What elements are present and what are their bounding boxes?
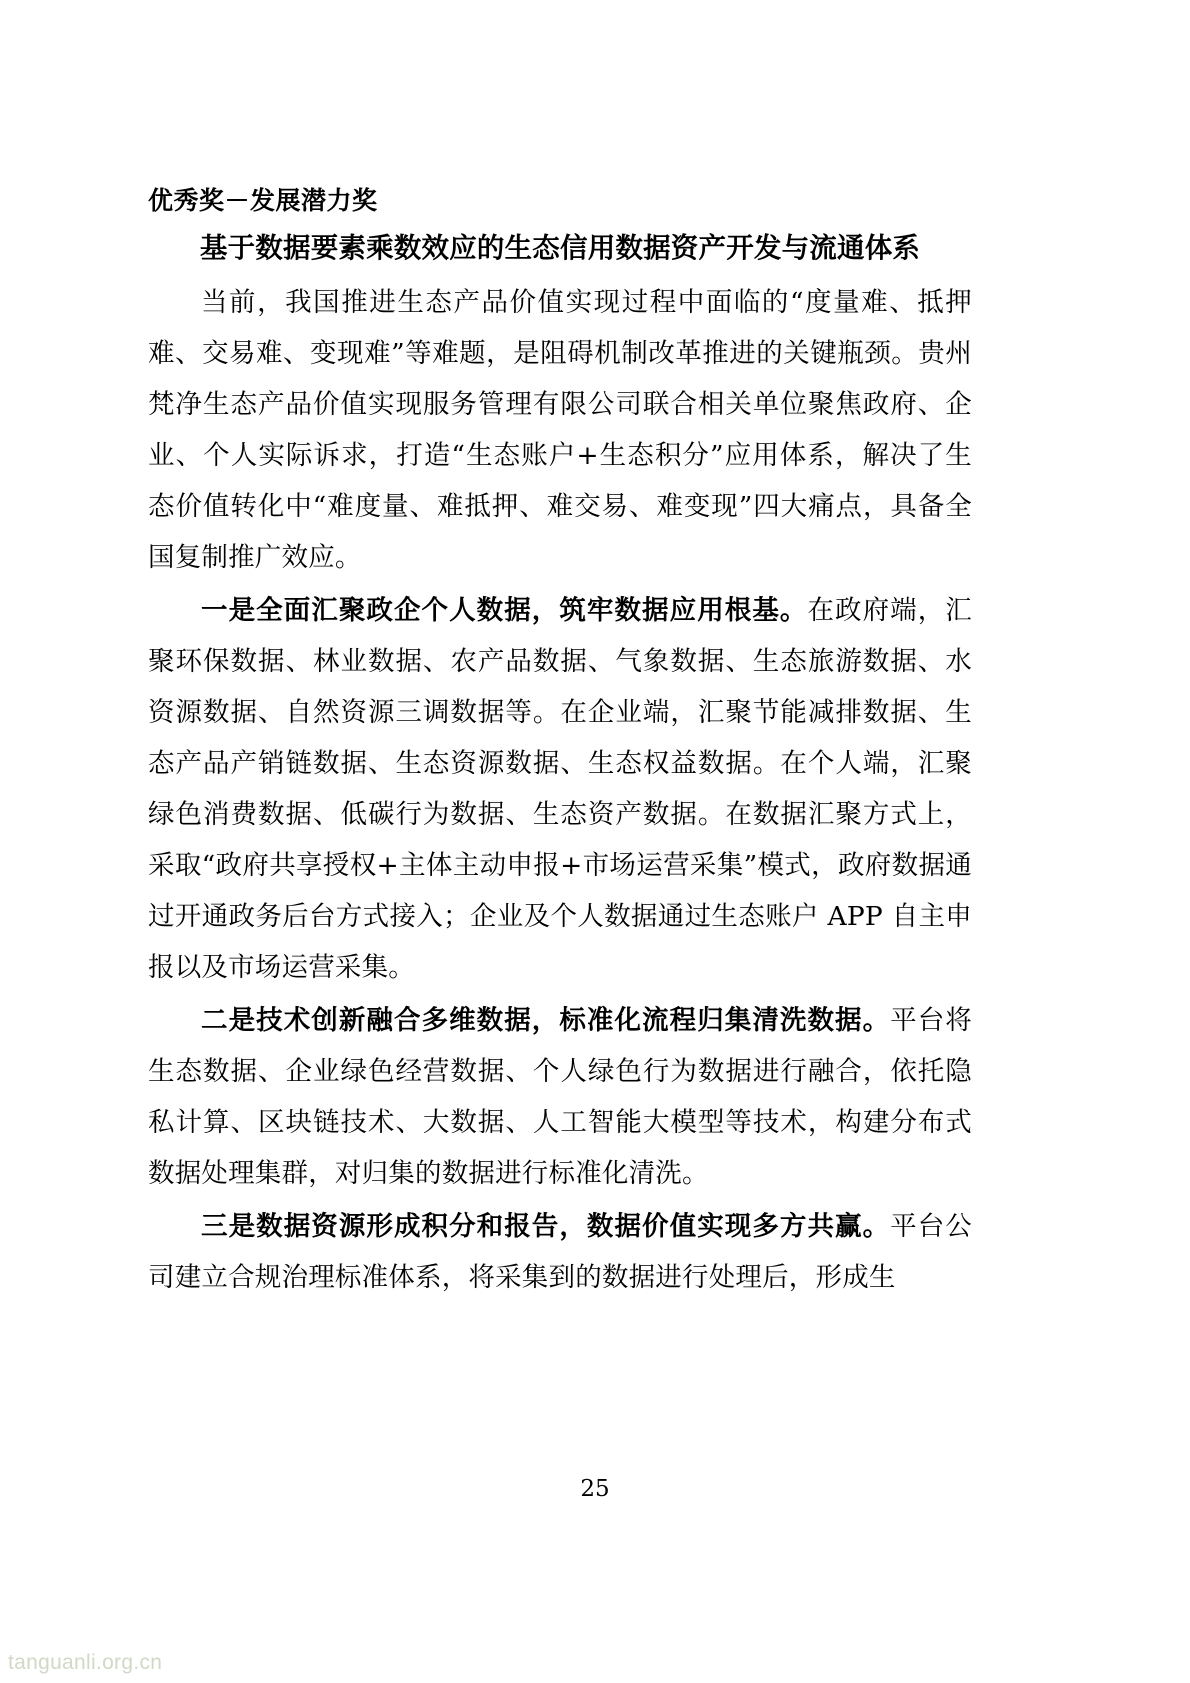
page-title: 基于数据要素乘数效应的生态信用数据资产开发与流通体系	[199, 232, 921, 264]
paragraph-4-text: 平台公司建立合规治理标准体系，将采集到的数据进行处理后，形成生	[148, 1211, 973, 1294]
paragraph-3-lead: 二是技术创新融合多维数据，标准化流程归集清洗数据。	[201, 1005, 891, 1037]
document-content	[148, 186, 972, 1305]
paragraph-4	[148, 1201, 972, 1303]
award-label: 优秀奖－发展潜力奖	[148, 186, 378, 215]
paragraph-1-text: 当前，我国推进生态产品价值实现过程中面临的“度量难、抵押难、交易难、变现难”等难题，是阻碍机制改革推进的关键瓶颈。贵州梵净生态产品价值实现服务管理有限公司联合相关单位聚焦政府、企业、个人实际诉求，打造“生态账户+生态积分”应用体系，解决了生态价值转化中“难度量、难抵押、难交易、难变现”四大痛点，具备全国复制推广效应。	[148, 287, 972, 574]
paragraph-2	[148, 585, 972, 993]
paragraph-2-text: 在政府端，汇聚环保数据、林业数据、农产品数据、气象数据、生态旅游数据、水资源数据、自然资源三调数据等。在企业端，汇聚节能减排数据、生态产品产销链数据、生态资源数据、生态权益数据。在个人端，汇聚绿色消费数据、低碳行为数据、生态资产数据。在数据汇聚方式上，采取“政府共享授权+主体主动申报+市场运营采集”模式，政府数据通过开通政务后台方式接入；企业及个人数据通过生态账户 APP 自主申报以及市场运营采集。	[148, 595, 973, 984]
page-number: 25	[580, 1476, 610, 1502]
paragraph-2-lead: 一是全面汇聚政企个人数据，筑牢数据应用根基。	[201, 595, 808, 627]
paragraph-3	[148, 995, 972, 1199]
paragraph-3-text: 平台将生态数据、企业绿色经营数据、个人绿色行为数据进行融合，依托隐私计算、区块链技术、大数据、人工智能大模型等技术，构建分布式数据处理集群，对归集的数据进行标准化清洗。	[148, 1005, 973, 1190]
watermark: tanguanli.org.cn	[8, 1651, 163, 1674]
paragraph-1	[148, 277, 972, 583]
paragraph-4-lead: 三是数据资源形成积分和报告，数据价值实现多方共赢。	[201, 1211, 891, 1243]
